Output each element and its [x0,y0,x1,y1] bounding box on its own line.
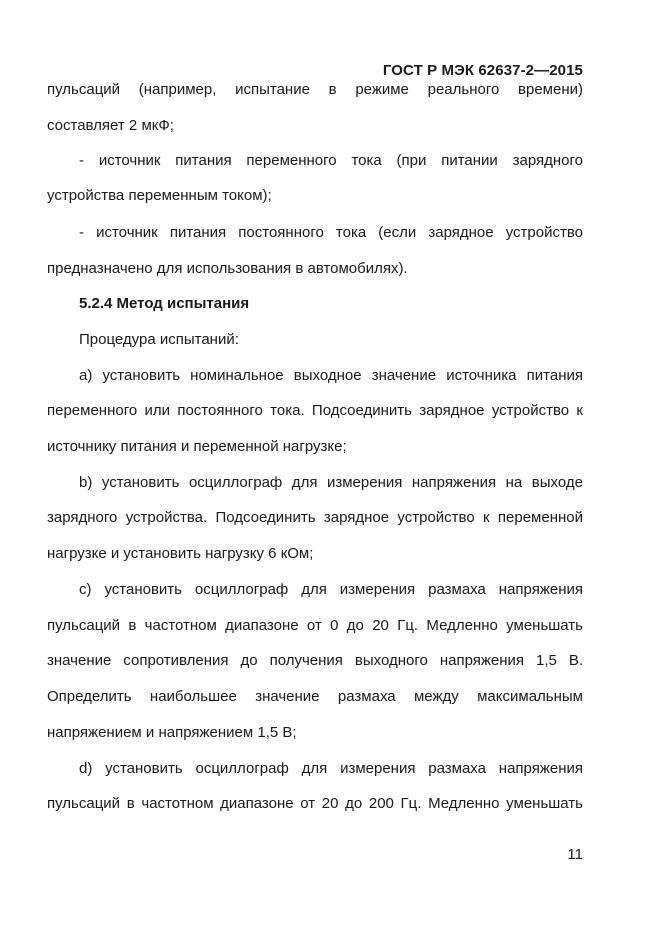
section-heading: 5.2.4 Метод испытания [79,295,250,312]
list-item-d: d) установить осциллограф для измерения размаха напряжения [79,760,583,777]
body-line: пульсаций (например, испытание в режиме реального времени) [47,81,583,98]
body-line: устройства переменным током); [47,187,272,204]
body-line: переменного или постоянного тока. Подсоединить зарядное устройство к [47,402,583,419]
body-line: Процедура испытаний: [79,331,239,348]
body-line: Определить наибольшее значение размаха между максимальным [47,688,583,705]
list-item-dash: - источник питания постоянного тока (если зарядное устройство [79,224,583,241]
list-item-b: b) установить осциллограф для измерения напряжения на выходе [79,474,583,491]
list-item-c: c) установить осциллограф для измерения размаха напряжения [79,581,583,598]
body-line: нагрузке и установить нагрузку 6 кОм; [47,545,314,562]
body-line: составляет 2 мкФ; [47,117,174,134]
list-item-dash: - источник питания переменного тока (при питании зарядного [79,152,583,169]
body-line: источнику питания и переменной нагрузке; [47,438,347,455]
standard-header: ГОСТ Р МЭК 62637-2—2015 [382,62,583,79]
body-line: пульсаций в частотном диапазоне от 0 до 20 Гц. Медленно уменьшать [47,617,583,634]
body-line: значение сопротивления до получения выходного напряжения 1,5 В. [47,652,583,669]
body-line: зарядного устройства. Подсоединить зарядное устройство к переменной [47,509,583,526]
page-number: 11 [567,846,583,863]
list-item-a: a) установить номинальное выходное значение источника питания [79,367,583,384]
body-line: напряжением и напряжением 1,5 В; [47,724,297,741]
body-line: предназначено для использования в автомобилях). [47,260,408,277]
body-line: пульсаций в частотном диапазоне от 20 до 200 Гц. Медленно уменьшать [47,795,583,812]
